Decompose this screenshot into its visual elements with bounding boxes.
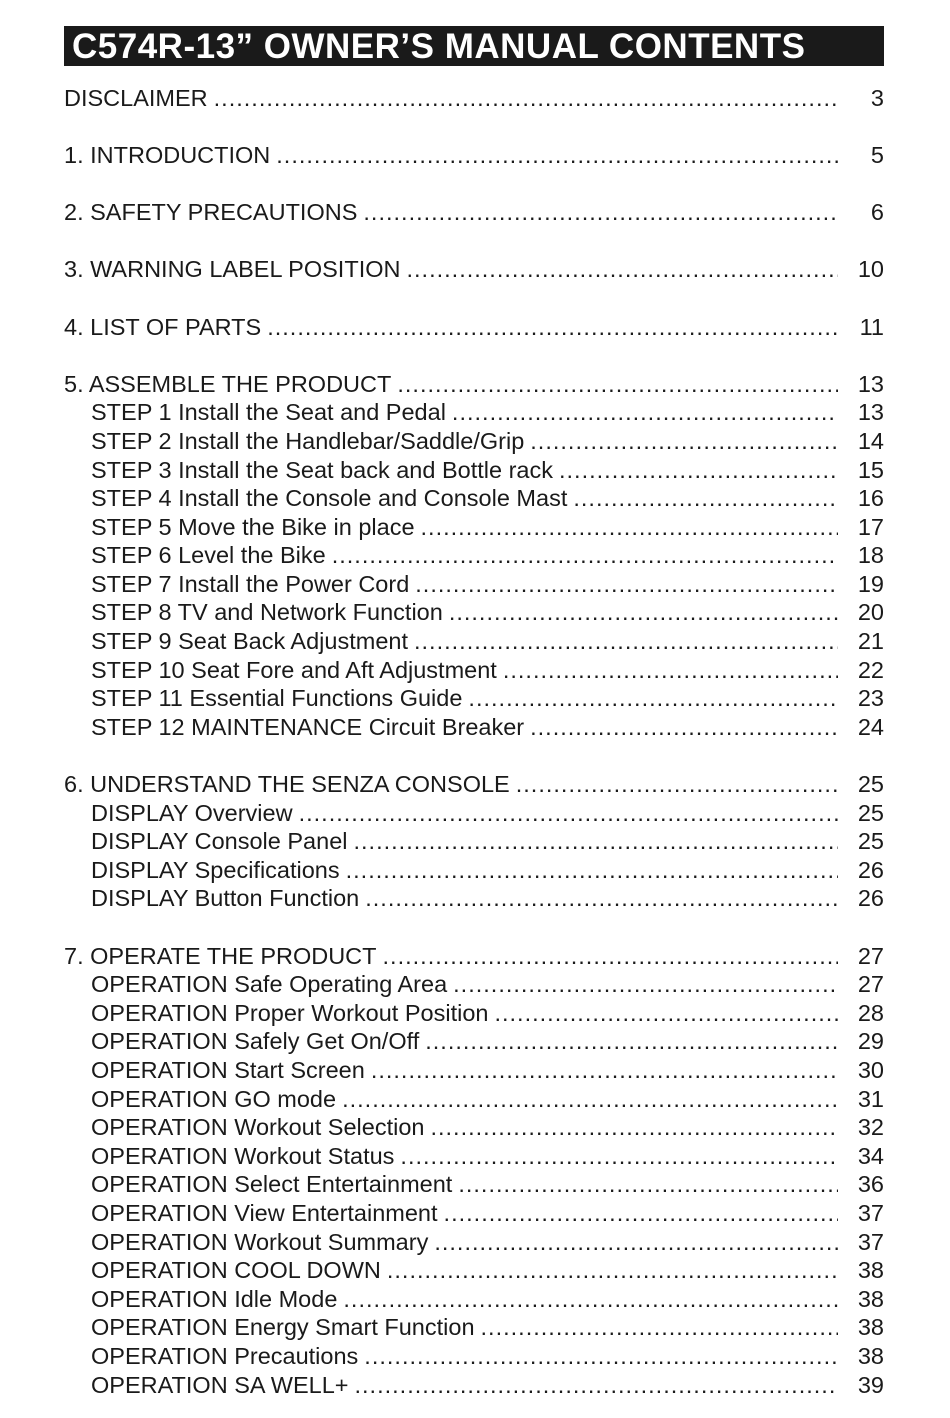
- dot-leader: [449, 599, 838, 626]
- toc-entry[interactable]: [64, 1285, 884, 1314]
- toc-entry-label: OPERATION Start Screen: [91, 1056, 365, 1083]
- toc-entry-page-number: 5: [870, 141, 884, 168]
- toc-entry-page-number: 10: [857, 256, 884, 283]
- toc-entry-page-number: 36: [857, 1171, 884, 1198]
- toc-entry[interactable]: [64, 656, 884, 685]
- toc-entry[interactable]: [64, 599, 884, 628]
- toc-entry-label: DISPLAY Button Function: [91, 885, 360, 912]
- toc-entry-page-number: 13: [857, 399, 884, 426]
- toc-entry-label: OPERATION Safely Get On/Off: [91, 1028, 420, 1055]
- toc-entry-label: STEP 9 Seat Back Adjustment: [91, 628, 408, 655]
- toc-entry-page-number: 13: [857, 370, 884, 397]
- toc-entry-page-number: 6: [870, 199, 884, 226]
- dot-leader: [530, 428, 838, 455]
- toc-entry-label: STEP 10 Seat Fore and Aft Adjustment: [91, 656, 497, 683]
- dot-leader: [365, 885, 838, 912]
- toc-entry-page-number: 34: [857, 1142, 884, 1169]
- dot-leader: [458, 1171, 838, 1198]
- dot-leader: [444, 1200, 838, 1227]
- toc-entry-label: OPERATION GO mode: [91, 1085, 337, 1112]
- toc-entry-label: STEP 3 Install the Seat back and Bottle rack: [91, 456, 553, 483]
- toc-entry[interactable]: [64, 456, 884, 485]
- toc-entry-label: 2. SAFETY PRECAUTIONS: [64, 199, 358, 226]
- toc-entry[interactable]: [64, 885, 884, 914]
- toc-entry-page-number: 38: [857, 1314, 884, 1341]
- dot-leader: [452, 399, 838, 426]
- toc-entry-page-number: 25: [857, 771, 884, 798]
- toc-entry[interactable]: [64, 999, 884, 1028]
- toc-entry-page-number: 38: [857, 1285, 884, 1312]
- toc-entry[interactable]: [64, 856, 884, 885]
- toc-entry-label: OPERATION Precautions: [91, 1342, 359, 1369]
- toc-entry-label: OPERATION Proper Workout Position: [91, 999, 489, 1026]
- dot-leader: [299, 800, 838, 827]
- dot-leader: [353, 828, 837, 855]
- toc-entry[interactable]: [64, 513, 884, 542]
- dot-leader: [430, 1114, 837, 1141]
- dot-leader: [387, 1257, 838, 1284]
- dot-leader: [530, 714, 838, 741]
- dot-leader: [267, 314, 838, 341]
- toc-entry[interactable]: [64, 970, 884, 999]
- toc-entry-label: 7. OPERATE THE PRODUCT: [64, 942, 377, 969]
- toc-entry-label: OPERATION View Entertainment: [91, 1199, 438, 1226]
- dot-leader: [406, 256, 837, 283]
- toc-entry-label: STEP 1 Install the Seat and Pedal: [91, 399, 446, 426]
- toc-entry[interactable]: [64, 1113, 884, 1142]
- table-of-contents: [64, 84, 884, 1399]
- toc-entry-page-number: 27: [857, 942, 884, 969]
- toc-entry-page-number: 25: [857, 799, 884, 826]
- toc-entry[interactable]: [64, 770, 884, 799]
- toc-entry-page-number: 27: [857, 971, 884, 998]
- toc-entry-label: 4. LIST OF PARTS: [64, 313, 262, 340]
- toc-entry[interactable]: [64, 370, 884, 399]
- toc-entry-page-number: 38: [857, 1342, 884, 1369]
- toc-entry-page-number: 30: [857, 1056, 884, 1083]
- toc-entry-label: 1. INTRODUCTION: [64, 141, 271, 168]
- toc-entry-page-number: 25: [857, 828, 884, 855]
- toc-entry-label: STEP 4 Install the Console and Console Mast: [91, 485, 568, 512]
- dot-leader: [346, 857, 838, 884]
- toc-entry[interactable]: [64, 84, 884, 113]
- toc-entry[interactable]: [64, 1342, 884, 1371]
- toc-entry-label: OPERATION Workout Status: [91, 1142, 395, 1169]
- toc-entry-page-number: 39: [857, 1371, 884, 1398]
- toc-entry[interactable]: [64, 484, 884, 513]
- toc-entry[interactable]: [64, 827, 884, 856]
- toc-entry[interactable]: [64, 1056, 884, 1085]
- dot-leader: [503, 657, 838, 684]
- toc-entry[interactable]: [64, 427, 884, 456]
- toc-entry-page-number: 38: [857, 1257, 884, 1284]
- toc-entry[interactable]: [64, 256, 884, 285]
- toc-entry-label: OPERATION Workout Summary: [91, 1228, 429, 1255]
- dot-leader: [343, 1286, 837, 1313]
- toc-entry-page-number: 17: [857, 513, 884, 540]
- toc-entry[interactable]: [64, 1085, 884, 1114]
- toc-entry-page-number: 11: [859, 313, 884, 340]
- toc-entry[interactable]: [64, 942, 884, 971]
- dot-leader: [468, 685, 837, 712]
- toc-entry[interactable]: [64, 1228, 884, 1257]
- toc-entry[interactable]: [64, 684, 884, 713]
- toc-entry[interactable]: [64, 1199, 884, 1228]
- toc-entry-label: DISPLAY Overview: [91, 799, 293, 826]
- toc-entry-label: STEP 11 Essential Functions Guide: [91, 685, 463, 712]
- toc-entry[interactable]: [64, 1028, 884, 1057]
- toc-entry[interactable]: [64, 1142, 884, 1171]
- toc-entry-page-number: 22: [857, 656, 884, 683]
- toc-entry-page-number: 26: [857, 856, 884, 883]
- page-title: C574R-13” OWNER’S MANUAL CONTENTS: [72, 27, 806, 66]
- dot-leader: [342, 1086, 838, 1113]
- toc-entry[interactable]: [64, 198, 884, 227]
- toc-entry-page-number: 29: [857, 1028, 884, 1055]
- toc-entry[interactable]: [64, 399, 884, 428]
- toc-entry[interactable]: [64, 799, 884, 828]
- toc-entry-label: OPERATION Workout Selection: [91, 1114, 425, 1141]
- toc-entry-page-number: 37: [857, 1199, 884, 1226]
- toc-entry-page-number: 31: [857, 1085, 884, 1112]
- toc-entry-label: OPERATION COOL DOWN: [91, 1257, 381, 1284]
- dot-leader: [434, 1229, 838, 1256]
- toc-entry-page-number: 26: [857, 885, 884, 912]
- dot-leader: [415, 571, 838, 598]
- toc-entry-label: DISPLAY Console Panel: [91, 828, 348, 855]
- toc-entry-label: STEP 5 Move the Bike in place: [91, 513, 415, 540]
- toc-entry-page-number: 23: [857, 685, 884, 712]
- dot-leader: [397, 371, 838, 398]
- toc-entry[interactable]: [64, 1256, 884, 1285]
- dot-leader: [453, 971, 838, 998]
- toc-entry-page-number: 15: [857, 456, 884, 483]
- toc-entry[interactable]: [64, 627, 884, 656]
- toc-entry[interactable]: [64, 1171, 884, 1200]
- dot-leader: [425, 1028, 838, 1055]
- dot-leader: [573, 485, 838, 512]
- dot-leader: [481, 1314, 838, 1341]
- toc-entry-label: STEP 8 TV and Network Function: [91, 599, 443, 626]
- dot-leader: [363, 199, 838, 226]
- toc-entry-page-number: 24: [857, 713, 884, 740]
- dot-leader: [421, 514, 838, 541]
- dot-leader: [355, 1372, 838, 1399]
- toc-entry-page-number: 28: [857, 999, 884, 1026]
- toc-entry[interactable]: [64, 313, 884, 342]
- toc-entry-page-number: 37: [857, 1228, 884, 1255]
- toc-entry-label: 3. WARNING LABEL POSITION: [64, 256, 401, 283]
- toc-entry-page-number: 19: [857, 570, 884, 597]
- toc-entry-label: OPERATION Safe Operating Area: [91, 971, 448, 998]
- dot-leader: [494, 1000, 837, 1027]
- toc-entry-page-number: 32: [857, 1114, 884, 1141]
- toc-entry[interactable]: [64, 713, 884, 742]
- toc-entry-label: 5. ASSEMBLE THE PRODUCT: [64, 370, 392, 397]
- dot-leader: [516, 771, 838, 798]
- toc-entry[interactable]: [64, 141, 884, 170]
- toc-entry-label: OPERATION Energy Smart Function: [91, 1314, 475, 1341]
- toc-entry-page-number: 18: [857, 542, 884, 569]
- dot-leader: [414, 628, 838, 655]
- toc-entry-page-number: 14: [857, 427, 884, 454]
- toc-entry-page-number: 3: [870, 84, 884, 111]
- toc-entry[interactable]: [64, 1371, 884, 1400]
- toc-entry[interactable]: [64, 570, 884, 599]
- toc-entry-label: STEP 12 MAINTENANCE Circuit Breaker: [91, 713, 525, 740]
- toc-entry-label: STEP 2 Install the Handlebar/Saddle/Grip: [91, 427, 525, 454]
- toc-entry-label: STEP 7 Install the Power Cord: [91, 570, 410, 597]
- toc-entry-label: OPERATION Select Entertainment: [91, 1171, 453, 1198]
- toc-entry-label: OPERATION SA WELL+: [91, 1371, 349, 1398]
- toc-entry-label: STEP 6 Level the Bike: [91, 542, 326, 569]
- dot-leader: [371, 1057, 838, 1084]
- toc-entry-page-number: 21: [857, 628, 884, 655]
- toc-entry-page-number: 20: [857, 599, 884, 626]
- dot-leader: [383, 943, 838, 970]
- title-bar: [64, 26, 884, 66]
- dot-leader: [364, 1343, 838, 1370]
- toc-entry-page-number: 16: [857, 485, 884, 512]
- toc-entry-label: OPERATION Idle Mode: [91, 1285, 338, 1312]
- dot-leader: [214, 85, 838, 112]
- toc-entry[interactable]: [64, 1314, 884, 1343]
- dot-leader: [400, 1143, 837, 1170]
- dot-leader: [332, 542, 838, 569]
- dot-leader: [276, 142, 838, 169]
- toc-entry-label: DISCLAIMER: [64, 84, 208, 111]
- toc-entry-label: DISPLAY Specifications: [91, 856, 340, 883]
- toc-entry[interactable]: [64, 542, 884, 571]
- toc-entry-label: 6. UNDERSTAND THE SENZA CONSOLE: [64, 771, 510, 798]
- dot-leader: [559, 457, 838, 484]
